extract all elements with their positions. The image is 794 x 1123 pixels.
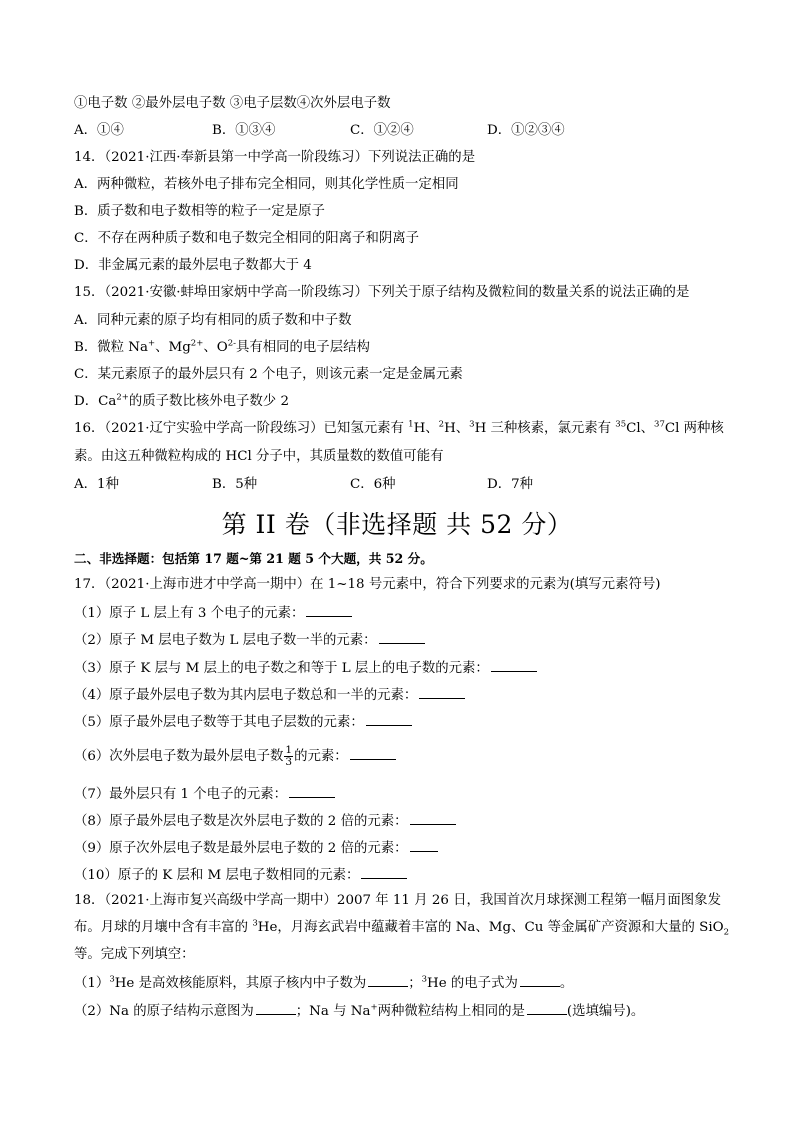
q17-item-1-text: （1）原子 L 层上有 3 个电子的元素： bbox=[74, 606, 305, 621]
q16-h3: H 三种核素，氯元素有 bbox=[474, 421, 616, 436]
q17-item-2 bbox=[74, 630, 425, 650]
q15-b-mid1: 、Mg bbox=[155, 340, 191, 355]
q17-item-6-suffix: 的元素： bbox=[294, 749, 348, 764]
q17-item-7-text: （7）最外层只有 1 个电子的元素： bbox=[74, 787, 288, 802]
q13-stem: ①电子数 ②最外层电子数 ③电子层数④次外层电子数 bbox=[74, 96, 391, 111]
q17-stem: 17．（2021·上海市进才中学高一期中）在 1~18 号元素中，符合下列要求的元素为(填写元素符号) bbox=[74, 577, 661, 592]
q18-p2-sup: + bbox=[370, 1002, 378, 1013]
answer-blank[interactable] bbox=[350, 746, 396, 760]
q18-l2-sub: 2 bbox=[723, 927, 730, 938]
q18-p1-mid2: ； bbox=[408, 976, 422, 991]
q15-b-sup2: 2+ bbox=[190, 338, 204, 349]
q17-item-6 bbox=[74, 744, 396, 770]
q16-option-d[interactable]: D．7种 bbox=[487, 477, 534, 492]
q15-option-b[interactable] bbox=[74, 339, 370, 357]
q15-d-sup: 2+ bbox=[116, 392, 129, 403]
q18-p1-sup: 3 bbox=[109, 974, 115, 985]
q17-item-7 bbox=[74, 784, 335, 804]
q18-l2-suffix: He，月海玄武岩中蕴藏着丰富的 Na、Mg、Cu 等金属矿产资源和大量的 SiO bbox=[257, 920, 724, 935]
q15-d-prefix: D．Ca bbox=[74, 394, 117, 409]
q16-sup1: 1 bbox=[408, 419, 414, 430]
answer-blank[interactable] bbox=[379, 630, 425, 644]
q16-options bbox=[74, 476, 714, 494]
q16-option-a[interactable]: A．1种 bbox=[74, 477, 119, 492]
q18-p1-sup2: 3 bbox=[421, 974, 428, 985]
q15-d-suffix: 的质子数比核外电子数少 2 bbox=[128, 394, 289, 409]
q15-b-sup1: + bbox=[147, 338, 156, 349]
q18-l2-prefix: 布。月球的月壤中含有丰富的 bbox=[74, 920, 253, 935]
q16-sup2: 2 bbox=[438, 419, 445, 430]
q18-stem-line3: 等。完成下列填空： bbox=[74, 947, 195, 962]
q18-stem-line2 bbox=[74, 919, 729, 937]
q18-part-2 bbox=[74, 1001, 644, 1021]
q16-sup5: 37 bbox=[654, 419, 665, 430]
q16-sup4: 35 bbox=[615, 419, 627, 430]
q16-option-b[interactable]: B．5种 bbox=[212, 477, 258, 492]
q15-b-suffix: 具有相同的电子层结构 bbox=[235, 340, 370, 355]
section-title: 第 II 卷（非选择题 共 52 分） bbox=[221, 510, 573, 539]
q15-option-c[interactable]: C．某元素原子的最外层只有 2 个电子，则该元素一定是金属元素 bbox=[74, 367, 463, 382]
q15-b-sup3: 2- bbox=[227, 338, 236, 349]
q16-l1-prefix: 16．（2021·辽宁实验中学高一阶段练习）已知氢元素有 bbox=[74, 421, 409, 436]
q17-item-9 bbox=[74, 838, 438, 858]
q14-stem: 14．（2021·江西·奉新县第一中学高一阶段练习）下列说法正确的是 bbox=[74, 150, 476, 165]
answer-blank[interactable] bbox=[368, 973, 408, 987]
q14-option-c[interactable]: C．不存在两种质子数和电子数完全相同的阳离子和阴离子 bbox=[74, 231, 420, 246]
q18-p2-mid2: 两种微粒结构上相同的是 bbox=[377, 1004, 525, 1019]
q18-p1-mid3: He 的电子式为 bbox=[427, 976, 518, 991]
q17-item-4-text: （4）原子最外层电子数为其内层电子数总和一半的元素： bbox=[74, 688, 418, 703]
q17-item-6-prefix: （6）次外层电子数为最外层电子数 bbox=[74, 749, 284, 764]
q15-b-mid2: 、O bbox=[203, 340, 228, 355]
q18-p2-mid: ；Na 与 Na bbox=[295, 1004, 371, 1019]
q18-stem-line1: 18．（2021·上海市复兴高级中学高一期中）2007 年 11 月 26 日，我国首次月球探测工程第一幅月面图象发 bbox=[74, 893, 721, 908]
q15-stem: 15．（2021·安徽·蚌埠田家炳中学高一阶段练习）下列关于原子结构及微粒间的数量关系的说法正确的是 bbox=[74, 285, 690, 300]
answer-blank[interactable] bbox=[520, 973, 560, 987]
fraction-one-third bbox=[284, 745, 293, 768]
q17-item-8 bbox=[74, 811, 456, 831]
answer-blank[interactable] bbox=[491, 658, 537, 672]
q17-item-3-text: （3）原子 K 层与 M 层上的电子数之和等于 L 层上的电子数的元素： bbox=[74, 661, 489, 676]
q13-option-b[interactable]: B．①③④ bbox=[212, 123, 276, 138]
answer-blank[interactable] bbox=[289, 784, 335, 798]
answer-blank[interactable] bbox=[366, 712, 412, 726]
q13-options bbox=[74, 122, 714, 140]
answer-blank[interactable] bbox=[419, 685, 465, 699]
q16-cl2: Cl 两种核 bbox=[664, 421, 724, 436]
q18-p1-prefix: （1） bbox=[74, 976, 110, 991]
fraction-numerator: 1 bbox=[285, 744, 293, 756]
q14-option-a[interactable]: A．两种微粒，若核外电子排布完全相同，则其化学性质一定相同 bbox=[74, 177, 459, 192]
answer-blank[interactable] bbox=[361, 865, 407, 879]
answer-blank[interactable] bbox=[410, 838, 438, 852]
q15-option-a[interactable]: A．同种元素的原子均有相同的质子数和中子数 bbox=[74, 313, 352, 328]
section-note: 二、非选择题：包括第 17 题~第 21 题 5 个大题，共 52 分。 bbox=[74, 551, 433, 566]
q18-p1-end: 。 bbox=[559, 976, 574, 991]
q17-item-4 bbox=[74, 685, 465, 705]
q17-item-10-text: （10）原子的 K 层和 M 层电子数相同的元素： bbox=[74, 868, 360, 883]
fraction-denominator: 3 bbox=[285, 756, 293, 768]
q17-item-5 bbox=[74, 712, 412, 732]
q16-h2: H、 bbox=[444, 421, 470, 436]
q17-item-1 bbox=[74, 603, 352, 623]
q18-l2-sup: 3 bbox=[252, 918, 258, 929]
q16-stem-line1 bbox=[74, 420, 724, 438]
answer-blank[interactable] bbox=[306, 603, 352, 617]
q18-part-1 bbox=[74, 973, 573, 993]
q17-item-8-text: （8）原子最外层电子数是次外层电子数的 2 倍的元素： bbox=[74, 814, 408, 829]
q13-option-d[interactable]: D．①②③④ bbox=[487, 123, 565, 138]
q17-item-2-text: （2）原子 M 层电子数为 L 层电子数一半的元素： bbox=[74, 633, 377, 648]
answer-blank[interactable] bbox=[410, 811, 456, 825]
q17-item-5-text: （5）原子最外层电子数等于其电子层数的元素： bbox=[74, 715, 364, 730]
q17-item-10 bbox=[74, 865, 407, 885]
q18-p2-prefix: （2）Na 的原子结构示意图为 bbox=[74, 1004, 254, 1019]
q18-p2-end: (选填编号)。 bbox=[566, 1004, 645, 1019]
answer-blank[interactable] bbox=[527, 1001, 567, 1015]
q17-item-3 bbox=[74, 658, 537, 678]
q16-h1: H、 bbox=[413, 421, 439, 436]
q16-cl1: Cl、 bbox=[626, 421, 655, 436]
q14-option-d[interactable]: D．非金属元素的最外层电子数都大于 4 bbox=[74, 258, 312, 273]
q13-option-a[interactable]: A．①④ bbox=[74, 123, 124, 138]
q16-stem-line2: 素。由这五种微粒构成的 HCl 分子中，其质量数的数值可能有 bbox=[74, 449, 444, 464]
q15-b-text: B．微粒 Na bbox=[74, 340, 148, 355]
q15-option-d[interactable] bbox=[74, 393, 289, 411]
q18-p1-mid: He 是高效核能原料，其原子核内中子数为 bbox=[114, 976, 367, 991]
answer-blank[interactable] bbox=[256, 1001, 296, 1015]
q16-option-c[interactable]: C．6种 bbox=[350, 477, 396, 492]
q14-option-b[interactable]: B．质子数和电子数相等的粒子一定是原子 bbox=[74, 204, 325, 219]
q17-item-9-text: （9）原子次外层电子数是最外层电子数的 2 倍的元素： bbox=[74, 841, 408, 856]
q16-sup3: 3 bbox=[469, 419, 475, 430]
q13-option-c[interactable]: C．①②④ bbox=[350, 123, 414, 138]
